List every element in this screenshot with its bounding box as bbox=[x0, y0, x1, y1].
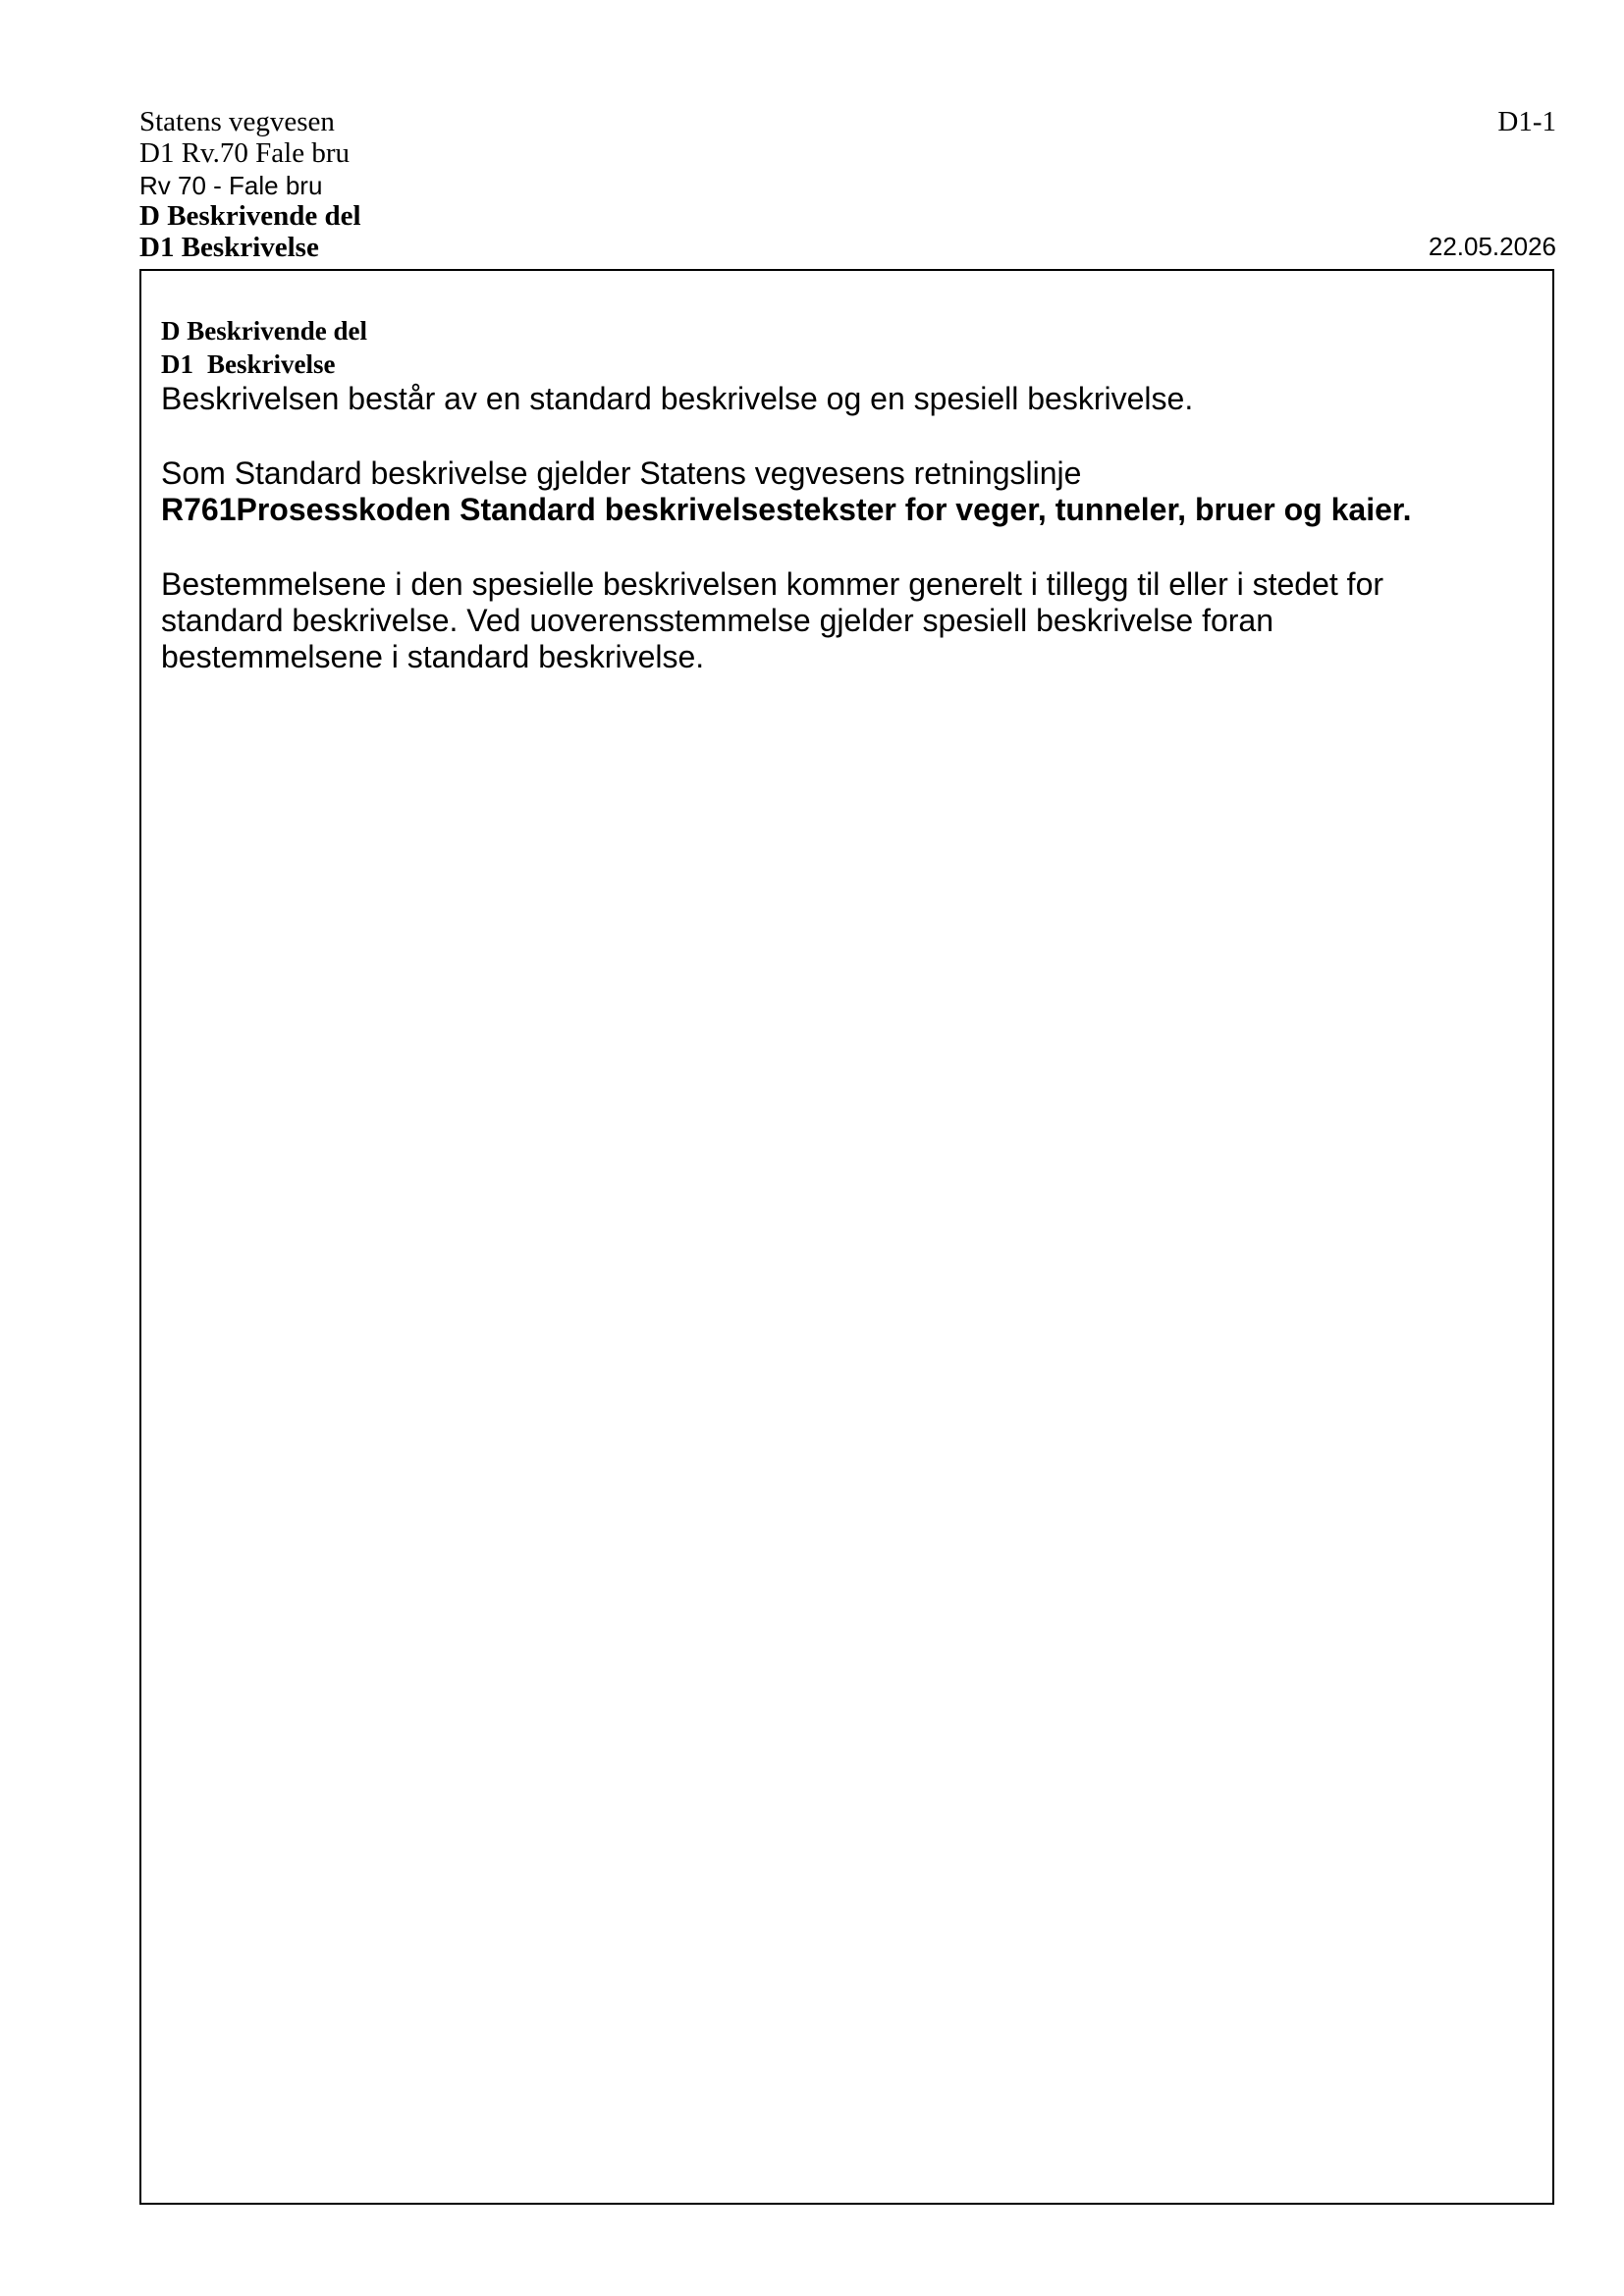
header-organization: Statens vegvesen bbox=[139, 106, 335, 137]
paragraph-3-line: bestemmelsene i standard beskrivelse. bbox=[161, 639, 705, 674]
header-date: 22.05.2026 bbox=[1428, 232, 1556, 261]
paragraph-3-line: standard beskrivelse. Ved uoverensstemmelse gjelder spesiell beskrivelse foran bbox=[161, 603, 1274, 638]
paragraph-2-text: Som Standard beskrivelse gjelder Statens vegvesens retningslinje bbox=[161, 455, 1082, 491]
content-frame bbox=[139, 269, 1554, 2205]
header-section: D1 Beskrivelse bbox=[139, 232, 319, 263]
part-title: D Beskrivende del bbox=[161, 316, 368, 346]
content-body bbox=[161, 314, 1526, 675]
paragraph-3-line: Bestemmelsene i den spesielle beskrivelsen kommer generelt i tillegg til eller i stedet for bbox=[161, 566, 1384, 602]
section-code: D1 bbox=[161, 349, 193, 379]
paragraph-2-reference: R761Prosesskoden Standard beskrivelsestekster for veger, tunneler, bruer og kaier. bbox=[161, 492, 1412, 527]
section-title-line bbox=[161, 347, 1526, 381]
section-title: Beskrivelse bbox=[207, 349, 336, 379]
header-page-number: D1-1 bbox=[1497, 106, 1556, 137]
paragraph-1: Beskrivelsen består av en standard beskrivelse og en spesiell beskrivelse. bbox=[161, 381, 1194, 416]
header-part: D Beskrivende del bbox=[139, 200, 361, 232]
header-project: Rv 70 - Fale bru bbox=[139, 171, 323, 200]
header-document: D1 Rv.70 Fale bru bbox=[139, 137, 350, 169]
page-header bbox=[139, 108, 1556, 263]
